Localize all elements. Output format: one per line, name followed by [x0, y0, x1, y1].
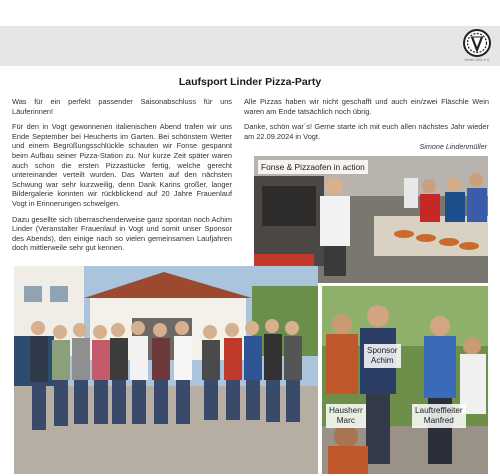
- photo-group-image: [14, 266, 318, 474]
- header-bar: [0, 26, 500, 66]
- article-right-column: [244, 97, 489, 147]
- photo-guests: [322, 286, 488, 474]
- photo-group: [14, 266, 318, 474]
- caption-sponsor: Sponsor Achim: [364, 344, 401, 368]
- photo-pizza-oven: [254, 156, 488, 283]
- club-logo: [460, 28, 494, 72]
- article-title: Laufsport Linder Pizza-Party: [178, 76, 322, 88]
- paragraph: Dazu gesellte sich überraschenderweise ganz spontan noch Achim Linder (Veranstalter Frauenlauf in Vogt und somit unser Sponsor des Abends), den einige nach so vielen gemeinsamen Laufjahren doch mittlerweile sehr gut kennen.: [12, 214, 232, 253]
- paragraph: Für den in Vogt gewonnenen italienischen Abend trafen wir uns Ende September bei Heucherts im Garten. Bei schönstem Wetter und einem Begrüßungsschlückle schauten wir Fonse gespannt beim Aufbau seiner Pizza-Station zu. Nur kurze Zeit später waren auch schon die ersten Pizzastücke fertig, welche gerecht untereinander verteilt wurden. Das Warten auf den nächsten Schwung war sehr kurzweilig, denn Dank Karins großer, langer Bildergalerie konnten wir rückblickend auf 20 Jahre Frauenlauf Vogt in Erinnerungen schwelgen.: [12, 122, 232, 208]
- caption-host: Hausherr Marc: [326, 404, 366, 428]
- logo-caption: Verein 1901 e.V.: [464, 58, 490, 62]
- caption-manager: Lauftreffleiter Manfred: [412, 404, 466, 428]
- article-left-column: [12, 97, 232, 259]
- author-signature: Simone Lindenmüller: [419, 142, 487, 151]
- caption-pizza-oven: Fonse & Pizzaofen in action: [258, 160, 368, 174]
- photo-pizza-oven-image: [254, 156, 488, 283]
- club-emblem-icon: [462, 28, 492, 58]
- paragraph: Danke, schön war´s! Gerne starte ich mit euch allen nächstes Jahr wieder am 22.09.2024 in Vogt.: [244, 122, 489, 141]
- photo-guests-image: [322, 286, 488, 474]
- paragraph: Was für ein perfekt passender Saisonabschluss für uns Läuferinnen!: [12, 97, 232, 116]
- paragraph: Alle Pizzas haben wir nicht geschafft und auch ein/zwei Fläschle Wein waren am Ende tatsächlich noch übrig.: [244, 97, 489, 116]
